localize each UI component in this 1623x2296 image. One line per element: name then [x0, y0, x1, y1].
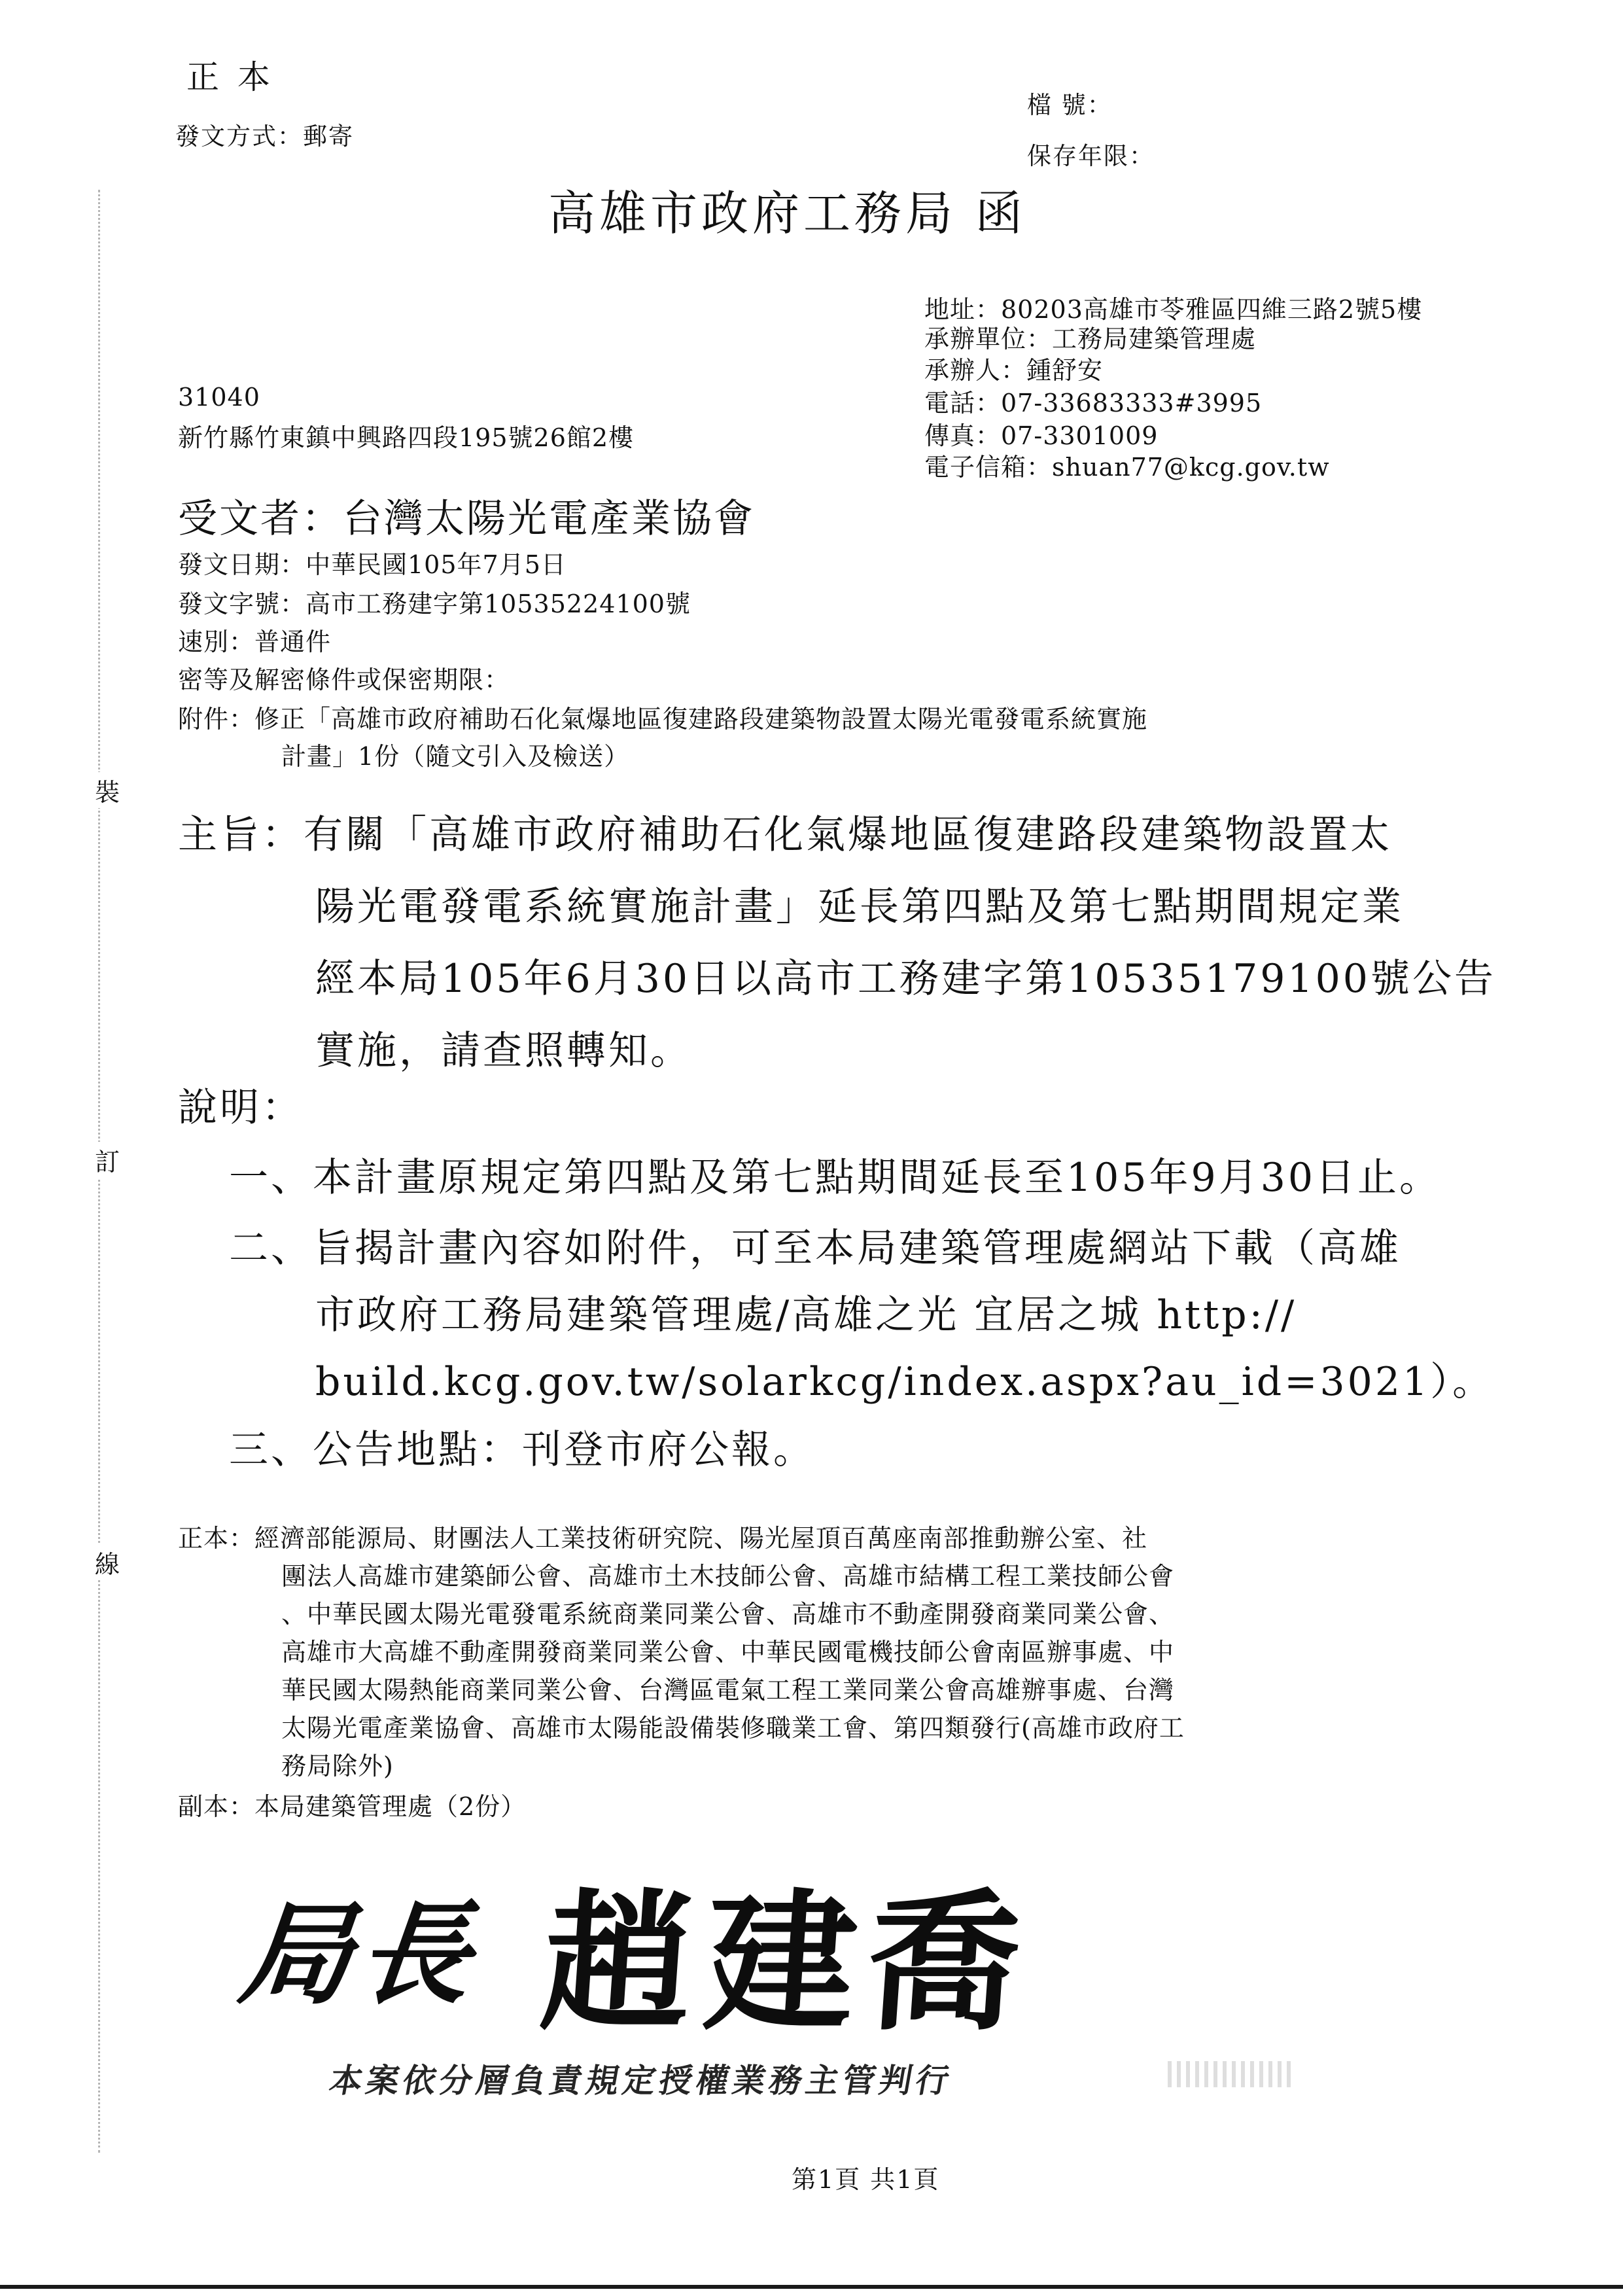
issue-date: 發文日期：中華民國105年7月5日 — [178, 550, 567, 579]
sender-address: 地址：80203高雄市苓雅區四維三路2號5樓 — [924, 295, 1423, 324]
explanation-item-2-line-1: 二、旨揭計畫內容如附件，可至本局建築管理處網站下載（高雄 — [229, 1226, 1401, 1271]
original-recipients-line-3: 、中華民國太陽光電發電系統商業同業公會、高雄市不動產開發商業同業公會、 — [281, 1600, 1175, 1629]
handler-name: 承辦人：鍾舒安 — [924, 356, 1104, 385]
original-recipients-line-6: 太陽光電產業協會、高雄市太陽能設備裝修職業工會、第四類發行(高雄市政府工 — [281, 1714, 1185, 1742]
original-recipients-line-1: 正本：經濟部能源局、財團法人工業技術研究院、陽光屋頂百萬座南部推動辦公室、社 — [178, 1524, 1148, 1553]
subject-line-3: 經本局105年6月30日以高市工務建字第10535179100號公告 — [315, 956, 1496, 1002]
explanation-item-2-line-3: build.kcg.gov.tw/solarkcg/index.aspx?au_id=3021）。 — [315, 1359, 1495, 1405]
subject-line-4: 實施，請查照轉知。 — [315, 1028, 692, 1074]
file-number-label: 檔 號： — [1027, 91, 1113, 119]
recipient-name: 受文者：台灣太陽光電產業協會 — [178, 496, 755, 542]
delivery-speed: 速別：普通件 — [178, 627, 332, 656]
send-method: 發文方式：郵寄 — [175, 122, 354, 150]
original-recipients-line-7: 務局除外) — [281, 1752, 394, 1780]
scan-bottom-edge — [0, 2285, 1623, 2289]
recipient-address: 新竹縣竹東鎮中興路四段195號26館2樓 — [178, 423, 635, 452]
original-recipients-line-4: 高雄市大高雄不動產開發商業同業公會、中華民國電機技師公會南區辦事處、中 — [281, 1638, 1175, 1667]
explanation-item-1: 一、本計畫原規定第四點及第七點期間延長至105年9月30日止。 — [229, 1155, 1442, 1201]
binding-mark-zhuang: 裝 — [95, 772, 120, 808]
copy-recipients: 副本：本局建築管理處（2份） — [178, 1792, 527, 1821]
authorization-stamp: 本案依分層負責規定授權業務主管判行 — [326, 2061, 956, 2100]
copy-type-label: 正 本 — [186, 58, 274, 96]
fax-number: 傳真：07-3301009 — [924, 421, 1159, 450]
attachment-line-1: 附件：修正「高雄市政府補助石化氣爆地區復建路段建築物設置太陽光電發電系統實施 — [178, 705, 1148, 733]
faded-stamp-mark — [1168, 2061, 1292, 2087]
explanation-item-3: 三、公告地點：刊登市府公報。 — [229, 1427, 815, 1473]
phone-number: 電話：07-33683333#3995 — [924, 389, 1263, 417]
recipient-postal-code: 31040 — [178, 383, 260, 412]
document-number: 發文字號：高市工務建字第10535224100號 — [178, 590, 691, 618]
binding-mark-ding: 訂 — [95, 1142, 120, 1178]
director-title-seal: 局長 — [234, 1889, 484, 2020]
retention-period-label: 保存年限： — [1027, 142, 1155, 170]
document-title: 高雄市政府工務局 函 — [548, 186, 1026, 241]
explanation-heading: 說明： — [178, 1085, 304, 1131]
original-recipients-line-5: 華民國太陽熱能商業同業公會、台灣區電氣工程工業同業公會高雄辦事處、台灣 — [281, 1676, 1175, 1704]
subject-line-2: 陽光電發電系統實施計畫」延長第四點及第七點期間規定業 — [315, 884, 1404, 930]
director-name-seal: 趙建喬 — [536, 1875, 1039, 2051]
email-address: 電子信箱：shuan77@kcg.gov.tw — [924, 453, 1330, 482]
binding-mark-xian: 線 — [95, 1544, 120, 1580]
explanation-item-2-line-2: 市政府工務局建築管理處/高雄之光 宜居之城 http:// — [315, 1292, 1297, 1338]
handling-unit: 承辦單位：工務局建築管理處 — [924, 325, 1257, 353]
page-number: 第1頁 共1頁 — [792, 2165, 940, 2194]
subject-line-1: 主旨：有關「高雄市政府補助石化氣爆地區復建路段建築物設置太 — [178, 812, 1392, 858]
secrecy-level: 密等及解密條件或保密期限： — [178, 665, 510, 694]
attachment-line-2: 計畫」1份（隨文引入及檢送） — [281, 742, 630, 771]
original-recipients-line-2: 團法人高雄市建築師公會、高雄市土木技師公會、高雄市結構工程工業技師公會 — [281, 1562, 1175, 1591]
